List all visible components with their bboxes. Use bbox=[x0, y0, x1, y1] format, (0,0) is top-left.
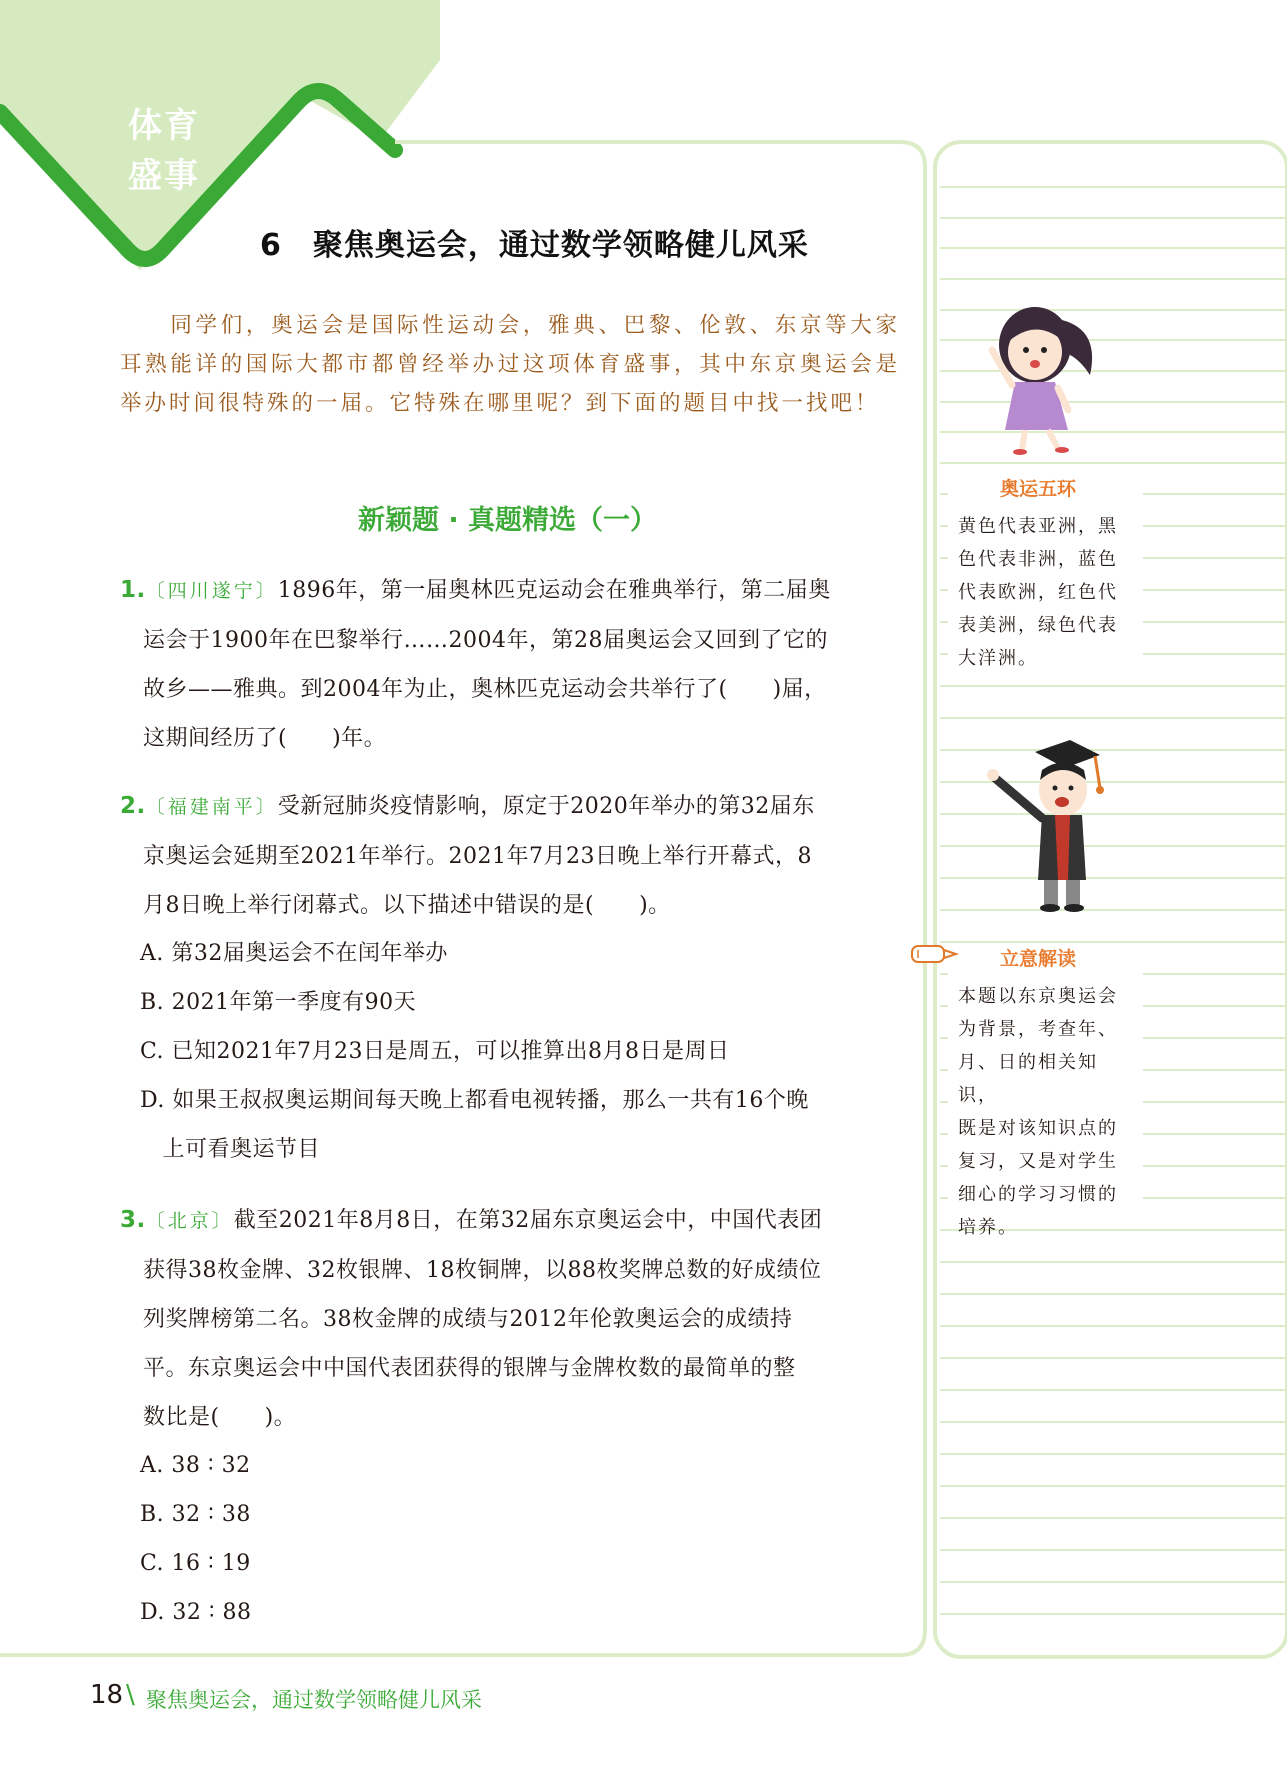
sidebar-note-title: 奥运五环 bbox=[1000, 478, 1077, 500]
question-line: 故乡——雅典。到2004年为止，奥林匹克运动会共举行了( )届， bbox=[143, 677, 827, 702]
question-2 bbox=[120, 782, 900, 930]
question-line: 数比是( )。 bbox=[143, 1405, 297, 1430]
note-line: 代表欧洲，红色代 bbox=[958, 582, 1118, 603]
option-d: D. 32 ∶ 88 bbox=[140, 1600, 252, 1625]
option-c: C. 已知2021年7月23日是周五，可以推算出8月8日是周日 bbox=[140, 1039, 730, 1064]
question-line: 截至2021年8月8日，在第32届东京奥运会中，中国代表团 bbox=[233, 1208, 823, 1233]
section-title: 新颖题 · 真题精选（一） bbox=[358, 505, 658, 536]
lesson-title: 6 聚焦奥运会，通过数学领略健儿风采 bbox=[260, 228, 809, 263]
question-line: 1896年，第一届奥林匹克运动会在雅典举行，第二届奥 bbox=[277, 578, 831, 603]
option-a: A. 第32届奥运会不在闰年举办 bbox=[140, 941, 448, 966]
question-number: 1. bbox=[120, 577, 146, 603]
note-line: 复习，又是对学生 bbox=[958, 1151, 1118, 1172]
note-line: 黄色代表亚洲，黑 bbox=[958, 516, 1118, 537]
question-line: 获得38枚金牌、32枚银牌、18枚铜牌，以88枚奖牌总数的好成绩位 bbox=[143, 1258, 822, 1283]
graduate-illustration bbox=[987, 740, 1104, 912]
question-line: 运会于1900年在巴黎举行……2004年，第28届奥运会又回到了它的 bbox=[143, 628, 828, 653]
page-number: 18 bbox=[90, 1680, 124, 1710]
question-1 bbox=[120, 566, 900, 763]
question-line: 受新冠肺炎疫情影响，原定于2020年举办的第32届东 bbox=[277, 794, 815, 819]
question-line: 列奖牌榜第二名。38枚金牌的成绩与2012年伦敦奥运会的成绩持 bbox=[143, 1307, 793, 1332]
question-source: 〔北京〕 bbox=[145, 1210, 234, 1232]
option-b: B. 2021年第一季度有90天 bbox=[140, 990, 417, 1015]
footer-separator: \ bbox=[126, 1680, 135, 1710]
note-line: 为背景，考查年、 bbox=[958, 1019, 1118, 1040]
running-title: 聚焦奥运会，通过数学领略健儿风采 bbox=[146, 1688, 482, 1712]
sidebar-analysis-title: 立意解读 bbox=[1000, 948, 1077, 970]
option-a: A. 38 ∶ 32 bbox=[140, 1453, 251, 1478]
note-line: 表美洲，绿色代表 bbox=[958, 615, 1118, 636]
question-line: 京奥运会延期至2021年举行。2021年7月23日晚上举行开幕式，8 bbox=[143, 844, 812, 869]
note-line: 月、日的相关知识， bbox=[958, 1052, 1098, 1106]
option-d-cont: 上可看奥运节目 bbox=[140, 1137, 321, 1162]
corner-tag-line1: 体育 bbox=[128, 106, 200, 146]
question-source: 〔四川遂宁〕 bbox=[145, 580, 278, 602]
question-number: 2. bbox=[120, 793, 146, 819]
sidebar-analysis-body bbox=[958, 980, 1136, 1244]
sidebar-note-body bbox=[958, 510, 1136, 675]
question-source: 〔福建南平〕 bbox=[145, 796, 278, 818]
note-line: 色代表非洲，蓝色 bbox=[958, 549, 1118, 570]
corner-tag-line2: 盛事 bbox=[128, 156, 200, 196]
note-line: 既是对该知识点的 bbox=[958, 1118, 1118, 1139]
question-number: 3. bbox=[120, 1207, 146, 1233]
note-line: 大洋洲。 bbox=[958, 648, 1038, 669]
note-line: 细心的学习习惯的 bbox=[958, 1184, 1118, 1205]
question-3 bbox=[120, 1196, 900, 1442]
intro-paragraph: 同学们，奥运会是国际性运动会，雅典、巴黎、伦敦、东京等大家耳熟能详的国际大都市都曾经举办过这项体育盛事，其中东京奥运会是举办时间很特殊的一届。它特殊在哪里呢？到下面的题目中找一找吧！ bbox=[120, 313, 900, 416]
sidebar-frame bbox=[935, 142, 1287, 1657]
option-c: C. 16 ∶ 19 bbox=[140, 1551, 251, 1576]
note-line: 培养。 bbox=[958, 1217, 1018, 1238]
option-b: B. 32 ∶ 38 bbox=[140, 1502, 251, 1527]
question-line: 月8日晚上举行闭幕式。以下描述中错误的是( )。 bbox=[143, 893, 671, 918]
question-line: 平。东京奥运会中中国代表团获得的银牌与金牌枚数的最简单的整 bbox=[143, 1356, 796, 1381]
question-line: 这期间经历了( )年。 bbox=[143, 726, 387, 751]
note-line: 本题以东京奥运会 bbox=[958, 986, 1118, 1007]
sidebar-rules bbox=[940, 187, 1287, 1614]
option-d: D. 如果王叔叔奥运期间每天晚上都看电视转播，那么一共有16个晚 bbox=[140, 1088, 809, 1113]
